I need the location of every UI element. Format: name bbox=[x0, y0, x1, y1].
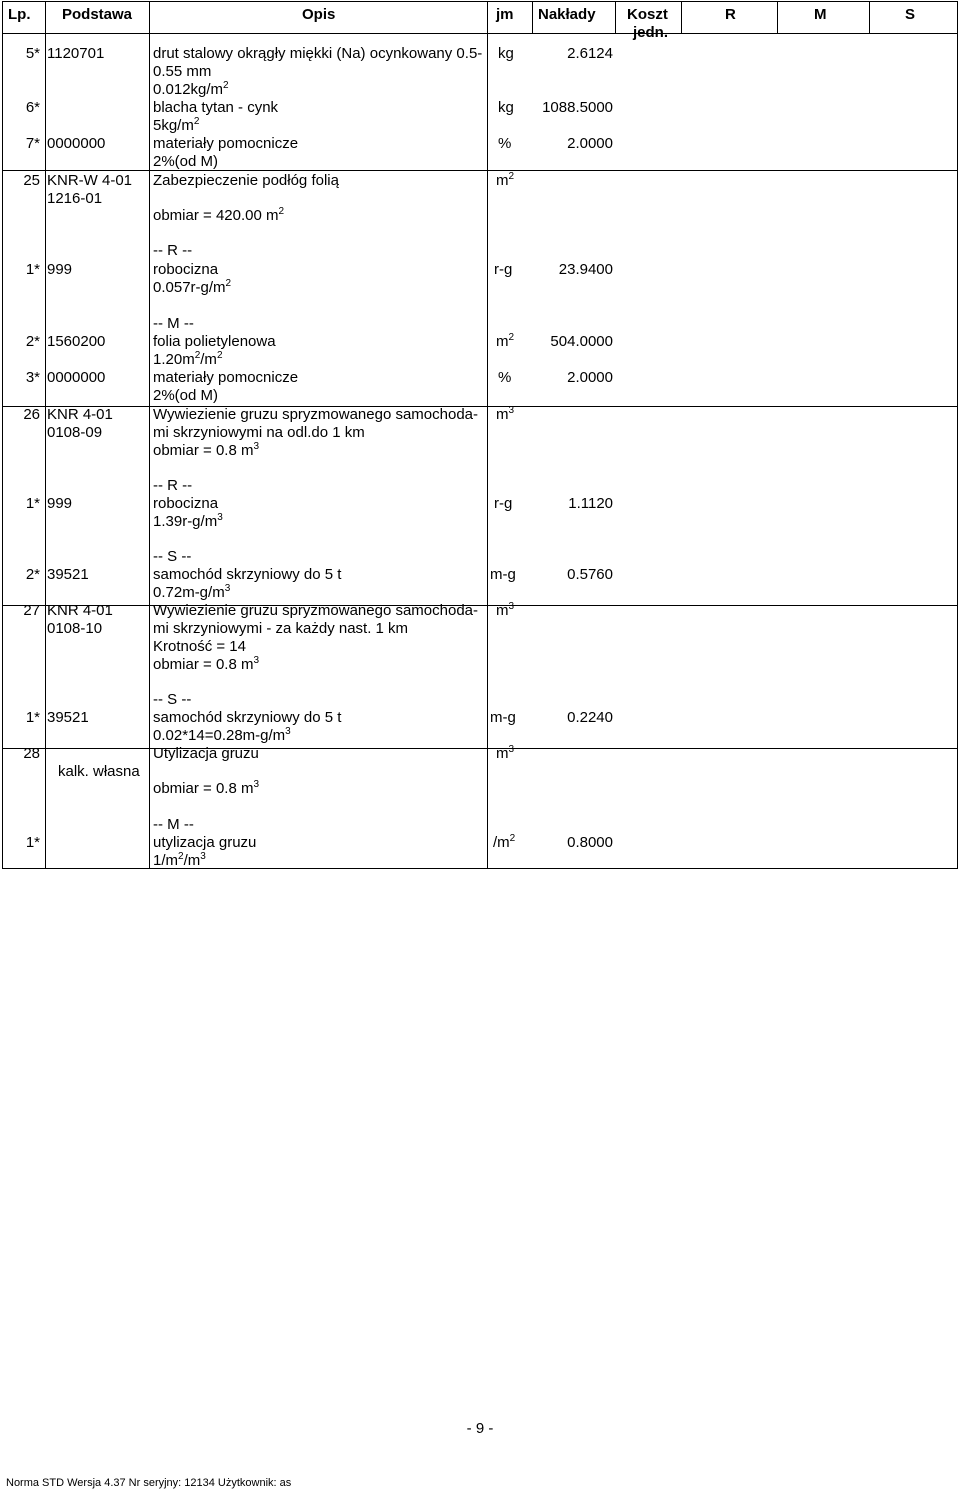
row-rule bbox=[3, 170, 957, 171]
row-jm: m-g bbox=[490, 566, 516, 583]
column-rule bbox=[777, 2, 778, 34]
header-podstawa: Podstawa bbox=[62, 6, 133, 23]
column-rule bbox=[869, 2, 870, 34]
row-jm: r-g bbox=[494, 261, 513, 278]
row-naklady: 1.1120 bbox=[568, 495, 613, 512]
row-norm: $0.02*14=0.28m-g/m^3$ bbox=[153, 726, 291, 744]
row-lp: 1* bbox=[25, 834, 40, 851]
header-koszt-jedn: jedn. bbox=[633, 24, 669, 41]
row-desc: robocizna bbox=[153, 495, 219, 512]
header-rule bbox=[3, 33, 957, 34]
row-norm: 2%(od M) bbox=[153, 387, 219, 404]
section-label: -- S -- bbox=[153, 691, 192, 708]
row-naklady: 2.0000 bbox=[567, 135, 613, 152]
row-jm: % bbox=[498, 135, 512, 152]
row-norm: $1/m^2/m^3$ bbox=[153, 851, 206, 869]
row-jm: r-g bbox=[494, 495, 513, 512]
row-norm: $0.72m-g/m^3$ bbox=[153, 583, 231, 601]
position-krotnosc: Krotność = 14 bbox=[153, 638, 246, 655]
row-naklady: 0.8000 bbox=[567, 834, 613, 851]
position-desc: Wywiezienie gruzu spryzmowanego samochoda- bbox=[153, 602, 479, 619]
position-code: 1216-01 bbox=[47, 190, 103, 207]
row-lp: 2* bbox=[25, 333, 40, 350]
row-code: 0000000 bbox=[47, 135, 106, 152]
position-code: KNR 4-01 bbox=[47, 406, 113, 423]
position-jm: $m^3$ bbox=[496, 601, 515, 619]
position-jm: $m^3$ bbox=[496, 405, 515, 423]
row-lp: 3* bbox=[25, 369, 40, 386]
page-number: - 9 - bbox=[466, 1420, 494, 1437]
row-jm: % bbox=[498, 369, 512, 386]
position-obmiar: obmiar = 420.00 $m^2$ bbox=[153, 206, 285, 224]
position-desc: Utylizacja gruzu bbox=[153, 745, 259, 762]
column-rule bbox=[45, 2, 46, 868]
section-label: -- M -- bbox=[153, 315, 194, 332]
row-desc: materiały pomocnicze bbox=[153, 369, 299, 386]
row-jm: $m^2$ bbox=[496, 332, 515, 350]
position-lp: 26 bbox=[23, 406, 40, 423]
section-label: -- S -- bbox=[153, 548, 192, 565]
row-desc: materiały pomocnicze bbox=[153, 135, 299, 152]
row-jm: kg bbox=[498, 45, 514, 62]
row-naklady: 0.2240 bbox=[567, 709, 613, 726]
row-naklady: 0.5760 bbox=[567, 566, 613, 583]
row-desc: utylizacja gruzu bbox=[153, 834, 257, 851]
row-rule bbox=[3, 605, 957, 606]
position-desc: mi skrzyniowymi na odl.do 1 km bbox=[153, 424, 365, 441]
row-lp: 1* bbox=[25, 709, 40, 726]
position-jm: $m^2$ bbox=[496, 171, 515, 189]
row-code: 1560200 bbox=[47, 333, 106, 350]
row-lp: 1* bbox=[25, 495, 40, 512]
row-jm: $/m^2$ bbox=[493, 833, 516, 851]
row-lp: 2* bbox=[25, 566, 40, 583]
row-jm: kg bbox=[498, 99, 514, 116]
row-jm: m-g bbox=[490, 709, 516, 726]
row-code: 999 bbox=[47, 261, 73, 278]
row-norm: $5kg/m^2$ bbox=[153, 116, 200, 134]
position-desc: Zabezpieczenie podłóg folią bbox=[153, 172, 339, 189]
column-rule bbox=[532, 2, 533, 34]
row-lp: 1* bbox=[25, 261, 40, 278]
position-code: KNR 4-01 bbox=[47, 602, 113, 619]
row-naklady: 2.0000 bbox=[567, 369, 613, 386]
position-obmiar: obmiar = 0.8 $m^3$ bbox=[153, 779, 260, 797]
header-r: R bbox=[725, 6, 736, 23]
row-desc: samochód skrzyniowy do 5 t bbox=[153, 709, 342, 726]
row-naklady: 23.9400 bbox=[558, 261, 613, 278]
row-desc: folia polietylenowa bbox=[153, 333, 276, 350]
row-norm: 2%(od M) bbox=[153, 153, 219, 170]
row-norm: $1.39r-g/m^3$ bbox=[153, 512, 223, 530]
position-code: 0108-10 bbox=[47, 620, 103, 637]
row-rule bbox=[3, 748, 957, 749]
position-lp: 27 bbox=[23, 602, 40, 619]
column-rule bbox=[149, 2, 150, 868]
row-lp: 7* bbox=[25, 135, 40, 152]
row-desc: drut stalowy okrągły miękki (Na) ocynkowany 0.5- bbox=[153, 45, 483, 62]
row-naklady: 504.0000 bbox=[550, 333, 613, 350]
row-naklady: 1088.5000 bbox=[542, 99, 613, 116]
header-lp: Lp. bbox=[8, 6, 31, 23]
header-koszt: Koszt bbox=[627, 6, 668, 23]
row-lp: 5* bbox=[25, 45, 40, 62]
position-obmiar: obmiar = 0.8 $m^3$ bbox=[153, 441, 260, 459]
position-code: 0108-09 bbox=[47, 424, 103, 441]
row-code: 39521 bbox=[47, 566, 89, 583]
header-s: S bbox=[905, 6, 916, 23]
row-desc: samochód skrzyniowy do 5 t bbox=[153, 566, 342, 583]
row-naklady: 2.6124 bbox=[567, 45, 613, 62]
row-code: 999 bbox=[47, 495, 73, 512]
row-norm: $0.012kg/m^2$ bbox=[153, 80, 229, 98]
column-rule bbox=[487, 2, 488, 868]
section-label: -- R -- bbox=[153, 242, 193, 259]
header-naklady: Nakłady bbox=[538, 6, 596, 23]
row-rule bbox=[3, 406, 957, 407]
section-label: -- R -- bbox=[153, 477, 193, 494]
row-code: 39521 bbox=[47, 709, 89, 726]
row-lp: 6* bbox=[25, 99, 40, 116]
header-opis: Opis bbox=[302, 6, 336, 23]
header-jm: jm bbox=[496, 6, 514, 23]
column-rule bbox=[615, 2, 616, 34]
position-lp: 28 bbox=[23, 745, 40, 762]
row-code: 1120701 bbox=[47, 45, 105, 62]
row-desc: robocizna bbox=[153, 261, 219, 278]
position-code: kalk. własna bbox=[58, 763, 140, 780]
row-desc: 0.55 mm bbox=[153, 63, 212, 80]
position-desc: Wywiezienie gruzu spryzmowanego samochoda- bbox=[153, 406, 479, 423]
footer-info: Norma STD Wersja 4.37 Nr seryjny: 12134 Użytkownik: as bbox=[6, 1477, 292, 1489]
position-desc: mi skrzyniowymi - za każdy nast. 1 km bbox=[153, 620, 409, 637]
cost-table bbox=[2, 1, 958, 869]
column-rule bbox=[681, 2, 682, 34]
row-norm: $1.20m^2/m^2$ bbox=[153, 350, 223, 368]
row-code: 0000000 bbox=[47, 369, 106, 386]
position-code: KNR-W 4-01 bbox=[47, 172, 133, 189]
header-m: M bbox=[814, 6, 827, 23]
position-jm: $m^3$ bbox=[496, 744, 515, 762]
position-lp: 25 bbox=[23, 172, 40, 189]
row-norm: $0.057r-g/m^2$ bbox=[153, 278, 232, 296]
position-obmiar: obmiar = 0.8 $m^3$ bbox=[153, 655, 260, 673]
row-desc: blacha tytan - cynk bbox=[153, 99, 279, 116]
section-label: -- M -- bbox=[153, 816, 194, 833]
